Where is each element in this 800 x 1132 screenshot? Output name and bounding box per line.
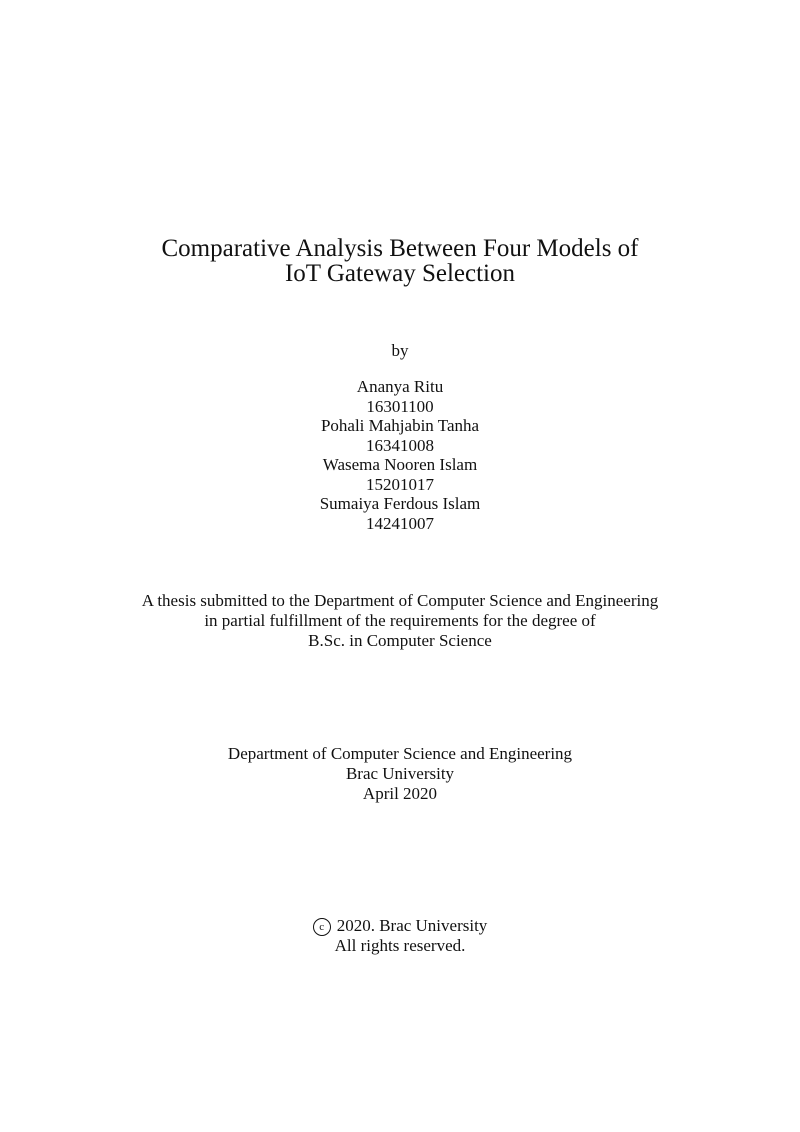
submission-line-2: in partial fulfillment of the requirements for the degree of xyxy=(204,611,596,630)
thesis-title-line-1: Comparative Analysis Between Four Models of xyxy=(161,235,639,262)
submission-line-1: A thesis submitted to the Department of Computer Science and Engineering xyxy=(141,591,659,610)
author-name: Ananya Ritu xyxy=(356,377,444,396)
author-list xyxy=(0,377,800,533)
author-id: 15201017 xyxy=(366,474,434,494)
thesis-title-line-2: IoT Gateway Selection xyxy=(284,260,516,287)
copyright-line xyxy=(0,916,800,936)
author-name: Wasema Nooren Islam xyxy=(322,455,478,474)
university-name: Brac University xyxy=(345,764,455,783)
copyright-notice xyxy=(0,916,800,956)
department-name: Department of Computer Science and Engineering xyxy=(227,744,573,763)
submission-statement xyxy=(0,591,800,651)
copyright-text: 2020. Brac University xyxy=(336,916,488,935)
institution-block xyxy=(0,744,800,804)
author-name: Sumaiya Ferdous Islam xyxy=(319,494,481,513)
copyright-icon: c xyxy=(313,918,331,936)
thesis-title xyxy=(0,236,800,286)
by-label: by xyxy=(391,341,409,360)
author-id: 14241007 xyxy=(366,513,434,533)
submission-date: April 2020 xyxy=(362,784,438,803)
author-id: 16301100 xyxy=(366,396,434,416)
submission-line-3: B.Sc. in Computer Science xyxy=(308,631,492,650)
author-id: 16341008 xyxy=(366,435,434,455)
author-name: Pohali Mahjabin Tanha xyxy=(320,416,480,435)
rights-reserved: All rights reserved. xyxy=(334,936,466,955)
